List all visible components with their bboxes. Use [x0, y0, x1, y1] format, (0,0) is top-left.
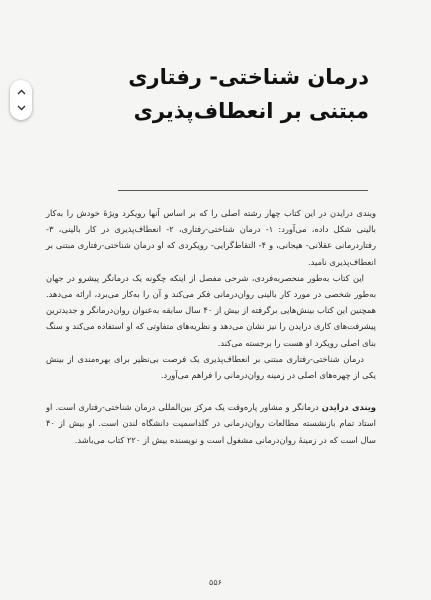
author-bio	[46, 399, 376, 448]
page-down-button[interactable]	[10, 100, 32, 116]
author-name: ویندی درایدن	[321, 402, 377, 413]
paragraph-gap	[46, 383, 376, 399]
description-text	[46, 205, 376, 448]
title-line-2: مبتنی بر انعطاف‌پذیری	[133, 99, 369, 123]
paragraph-3: درمان شناختی-رفتاری مبتنی بر انعطاف‌پذیری یک فرصت بی‌نظیر برای بهره‌مندی از بینش یکی از چهره‌های اصلی در زمینه روان‌درمانی را فراهم می‌آورد.	[46, 353, 376, 381]
title-line-1: درمان شناختی- رفتاری	[128, 65, 369, 89]
page-number: ۵۵۶	[209, 578, 222, 587]
page-nav-control	[10, 80, 32, 120]
book-title	[69, 60, 369, 128]
author-bio-text: درمانگر و مشاور پاره‌وقت یک مرکز بین‌المللی درمان شناختی-رفتاری است. او استاد تمام بازنشسته مطالعات روان‌درمانی در گلداسمیت دانشگاه لندن است. او بیش از ۴۰ سال است که در زمینهٔ روان‌درمانی مشغول است و نویسنده بیش از ۲۲۰ کتاب می‌باشد.	[46, 402, 376, 445]
page-up-button[interactable]	[10, 84, 32, 100]
chevron-down-icon	[17, 105, 26, 111]
paragraph-2: این کتاب به‌طور منحصربه‌فردی، شرحی مفصل از اینکه چگونه یک درمانگر پیشرو در جهان به‌طور شخصی در مورد کار بالینی روان‌درمانی فکر می‌کند و آن را به‌کار می‌برد، ارائه می‌دهد. همچنین این کتاب بینش‌هایی برگرفته از بیش از ۴۰ سال سابقه به‌عنوان روان‌درمانگر و جدیدترین پیشرفت‌های کاری درایدن را نیز نشان می‌دهد و نظریه‌های متفاوتی که او استفاده می‌کند و سنگ بنای اصلی رویکرد او هست را برجسته می‌کند.	[46, 272, 376, 348]
paragraph-1: ویندی درایدن در این کتاب چهار رشته اصلی را که بر اساس آنها رویکرد ویژهٔ خودش را به‌کار بالینی شکل داده، می‌آورد: ۱- درمان شناختی-رفتاری، ۲- انعطاف‌پذیری در کار بالینی، ۳- رفتاردرمانی عقلانی- هیجانی، و ۴- التقاط‌گرایی- رویکردی که او درمان شناختی-رفتاری مبتنی بر انعطاف‌پذیری نامید.	[46, 208, 376, 267]
chevron-up-icon	[17, 89, 26, 95]
divider-rule	[118, 190, 368, 191]
